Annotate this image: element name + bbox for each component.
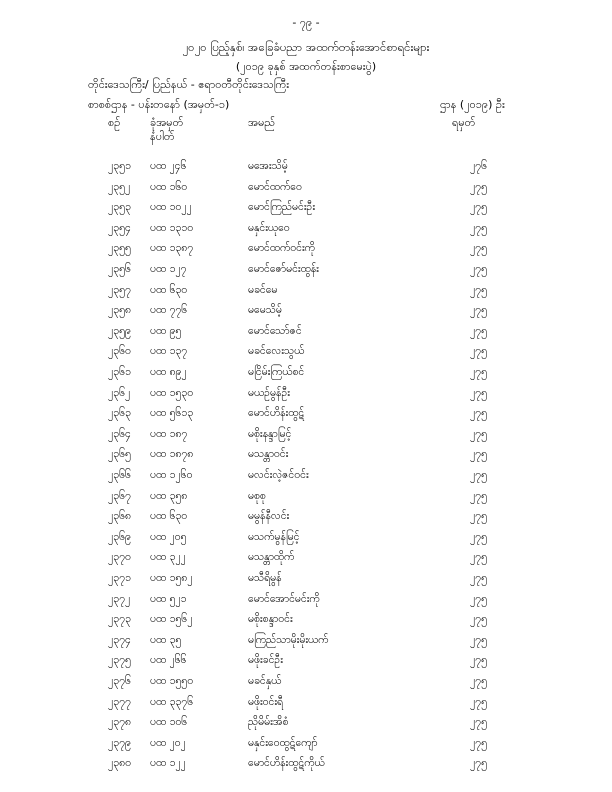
table-row [0, 242, 612, 262]
student-name: မလင်းလဲ့ဇင်ဝင်း [248, 469, 309, 481]
score-value: ၂၇၅ [470, 469, 487, 481]
score-value: ၂၇၅ [470, 448, 487, 461]
student-name: မစုစု [248, 489, 266, 502]
table-row [0, 593, 612, 613]
table-row [0, 675, 612, 695]
score-value: ၂၇၅ [470, 180, 487, 193]
row-number: ၂၃၇၇ [108, 695, 131, 708]
row-number: ၂၃၅၇ [108, 283, 131, 296]
score-value: ၂၇၅ [470, 489, 487, 502]
roll-number: ပထ ၇၇၆ [150, 304, 188, 317]
student-name: မယဉ်မွန်ဦး [248, 386, 290, 399]
student-name: မောင်ဟိန်းထွဋ်ကိုယ် [248, 757, 325, 770]
score-value: ၂၇၅ [470, 386, 487, 399]
roll-number: ပထ ၆၃၀ [150, 510, 188, 523]
table-row [0, 634, 612, 654]
row-number: ၂၃၆၈ [108, 510, 131, 523]
student-name: မောင်ဟိန်းထွဋ် [248, 407, 305, 420]
roll-number: ပထ ၃၃၇၆ [150, 695, 194, 708]
score-value: ၂၇၅ [470, 304, 487, 317]
date-label: ဌာန (၂၀၁၉) ဦး [440, 98, 505, 111]
document-title: ၂၀၂၀ ပြည့်နှစ်၊ အခြေခံပညာ အထက်တန်းအောင်စာရင်းများ [182, 40, 430, 54]
score-value: ၂၇၅ [470, 530, 487, 543]
roll-number: ပထ ၁၈၇ [150, 427, 188, 440]
row-number: ၂၃၅၄ [108, 221, 131, 234]
row-number: ၂၃၆၄ [108, 427, 131, 440]
table-row [0, 696, 612, 716]
region-label: တိုင်းဒေသကြီး/ ပြည်နယ် - ဧရာဝတီတိုင်းဒေသကြီး [88, 78, 290, 91]
row-number: ၂၃၇၅ [108, 654, 131, 667]
roll-number: ပထ ၅၂၁ [150, 592, 187, 605]
student-name: မမွန်နီလင်း [248, 510, 290, 523]
score-value: ၂၇၅ [470, 283, 487, 296]
row-number: ၂၃၅၅ [108, 242, 131, 255]
score-value: ၂၇၅ [470, 654, 487, 667]
student-name: မောင်ထက်ဝေ [248, 180, 302, 193]
roll-number: ပထ ၁၃၈၇ [150, 242, 194, 255]
score-value: ၂၇၅ [470, 345, 487, 358]
table-row [0, 448, 612, 468]
school-label: စာစစ်ဌာန - ပန်းတနော် (အမှတ်-၁) [88, 98, 230, 111]
row-number: ၂၃၇၆ [108, 675, 131, 687]
roll-number: ပထ ၁၅၈၂ [150, 572, 193, 584]
row-number: ၂၃၇၈ [108, 716, 131, 729]
student-name: မနှင်းယုဝေ [248, 221, 290, 234]
roll-number: ပထ ၃၅ [150, 633, 182, 646]
roll-number: ပထ ၉၅ [150, 324, 182, 337]
student-name: မသက်မွန်မြင့် [248, 530, 300, 543]
table-row [0, 304, 612, 324]
table-row [0, 510, 612, 530]
roll-number: ပထ ၆၃၀ [150, 283, 188, 296]
row-number: ၂၃၅၂ [108, 180, 131, 193]
header-roll-line2: နံပါတ် [150, 130, 175, 143]
student-name: မစိုးစန္ဒာဝင်း [248, 613, 293, 626]
student-name: မဖိုးခင်ဦး [248, 654, 283, 667]
row-number: ၂၃၅၈ [108, 304, 131, 317]
roll-number: ပထ ၁၅၅၀ [150, 675, 194, 687]
roll-number: ပထ ၁၅၆၂ [150, 613, 193, 626]
table-row [0, 737, 612, 757]
document-subtitle: (၂၀၁၉ ခုနှစ် အထက်တန်းစာမေးပွဲ) [235, 60, 377, 73]
table-row [0, 551, 612, 571]
score-value: ၂၇၅ [470, 263, 487, 275]
roll-number: ပထ ၁၃၁၀ [150, 221, 194, 234]
roll-number: ပထ ၃၅၈ [150, 489, 188, 502]
score-value: ၂၇၅ [470, 675, 487, 687]
table-row [0, 428, 612, 448]
score-value: ၂၇၅ [470, 366, 487, 378]
row-number: ၂၃၇၁ [108, 572, 131, 584]
row-number: ၂၃၅၃ [108, 201, 131, 214]
page-number: - ၇၉ - [292, 16, 320, 29]
roll-number: ပထ ၅၆၁၃ [150, 407, 194, 420]
header-score: ရမှတ် [452, 116, 476, 129]
row-number: ၂၃၆၇ [108, 489, 131, 502]
row-number: ၂၃၇၃ [108, 613, 131, 626]
score-value: ၂၇၅ [470, 221, 487, 234]
score-value: ၂၇၅ [470, 736, 487, 749]
table-row [0, 201, 612, 221]
table-row [0, 345, 612, 365]
table-row [0, 160, 612, 180]
roll-number: ပထ ၂၀၂ [150, 736, 186, 749]
student-name: မောင်အောင်မင်းကို [248, 592, 320, 605]
student-name: မသီရိမွန် [248, 572, 282, 584]
roll-number: ပထ ၁၀၂၂ [150, 201, 192, 214]
score-value: ၂၇၅ [470, 242, 487, 255]
table-row [0, 387, 612, 407]
roll-number: ပထ ၁၂၂ [150, 757, 186, 770]
score-value: ၂၇၆ [470, 160, 487, 172]
table-row [0, 366, 612, 386]
row-number: ၂၃၅၁ [108, 160, 131, 172]
student-name: မောင်ထက်ဝင်းကို [248, 242, 315, 255]
row-number: ၂၃၅၉ [108, 324, 131, 337]
table-row [0, 469, 612, 489]
row-number: ၂၃၇၄ [108, 633, 131, 646]
score-value: ၂၇၅ [470, 551, 487, 564]
table-row [0, 263, 612, 283]
student-name: မစိုးနန္ဒာမြင့် [248, 427, 292, 440]
roll-number: ပထ ၁၀၆ [150, 716, 188, 729]
roll-number: ပထ ၈၉၂ [150, 366, 187, 378]
student-name: မကြည်သာမိုးမိုးယက် [248, 633, 329, 646]
row-number: ၂၃၇၂ [108, 592, 131, 605]
table-row [0, 325, 612, 345]
student-name: မမေသိမ့် [248, 304, 282, 317]
row-number: ၂၃၆၀ [108, 345, 131, 358]
score-value: ၂၇၅ [470, 613, 487, 626]
score-value: ၂၇၅ [470, 407, 487, 420]
table-row [0, 407, 612, 427]
table-row [0, 757, 612, 777]
row-number: ၂၃၆၉ [108, 530, 131, 543]
roll-number: ပထ ၃၂၂ [150, 551, 186, 564]
student-name: မောင်သော်ဇင် [248, 324, 302, 337]
score-value: ၂၇၅ [470, 695, 487, 708]
header-no: စဉ် [108, 116, 121, 129]
student-name: မောင်ဇော်မင်းထွန်း [248, 263, 319, 275]
student-name: မခင်နှယ် [248, 675, 282, 687]
row-number: ၂၃၆၆ [108, 469, 131, 481]
score-value: ၂၇၅ [470, 510, 487, 523]
student-name: မဖိုးဝင်းရီ [248, 695, 284, 708]
student-name: မအေးသိမ့် [248, 160, 288, 172]
row-number: ၂၃၅၆ [108, 263, 131, 275]
row-number: ၂၃၆၁ [108, 366, 131, 378]
row-number: ၂၃၆၂ [108, 386, 131, 399]
roll-number: ပထ ၁၈၇၈ [150, 448, 194, 461]
roll-number: ပထ ၁၅၃၀ [150, 386, 194, 399]
table-row [0, 284, 612, 304]
roll-number: ပထ ၂၆၆ [150, 654, 187, 667]
table-row [0, 181, 612, 201]
table-row [0, 490, 612, 510]
score-value: ၂၇၅ [470, 757, 487, 770]
row-number: ၂၃၈၀ [108, 757, 131, 770]
roll-number: ပထ ၂၀၅ [150, 530, 187, 543]
roll-number: ပထ ၁၆၀ [150, 180, 188, 193]
student-name: မခင်မေ [248, 283, 278, 296]
score-value: ၂၇၅ [470, 324, 487, 337]
header-roll: ခုံအမှတ် [150, 116, 184, 129]
score-value: ၂၇၅ [470, 716, 487, 729]
score-value: ၂၇၅ [470, 201, 487, 214]
row-number: ၂၃၆၃ [108, 407, 131, 420]
roll-number: ပထ ၁၃၇ [150, 345, 188, 358]
row-number: ၂၃၆၅ [108, 448, 131, 461]
table-row [0, 572, 612, 592]
score-value: ၂၇၅ [470, 572, 487, 584]
roll-number: ပထ ၂၄၆ [150, 160, 187, 172]
student-name: မသန္တာဝင်း [248, 448, 289, 461]
student-name: မောင်ကြည်မင်းဦး [248, 201, 316, 214]
row-number: ၂၃၇၉ [108, 736, 131, 749]
student-name: မခင်လေးသွယ် [248, 345, 305, 358]
student-name: မနှင်းဝေထွဋ်ကျော် [248, 736, 318, 749]
student-name: မငြိမ်းကြယ်စင် [248, 366, 305, 378]
table-row [0, 222, 612, 242]
student-name: မသန္တာထိုက် [248, 551, 295, 564]
roll-number: ပထ ၁၂၆၀ [150, 469, 193, 481]
score-value: ၂၇၅ [470, 633, 487, 646]
row-number: ၂၃၇၀ [108, 551, 131, 564]
table-row [0, 531, 612, 551]
table-row [0, 613, 612, 633]
table-row [0, 654, 612, 674]
score-value: ၂၇၅ [470, 592, 487, 605]
roll-number: ပထ ၁၂၇ [150, 263, 187, 275]
header-name: အမည် [248, 116, 276, 129]
score-value: ၂၇၅ [470, 427, 487, 440]
student-name: ညိုမိမ်းအိစံ [248, 716, 289, 729]
table-row [0, 716, 612, 736]
